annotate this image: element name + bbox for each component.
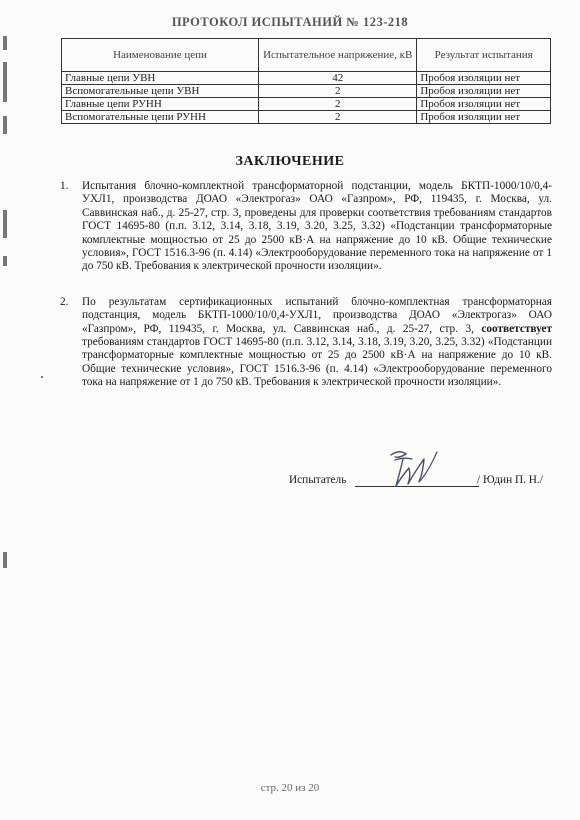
tester-label: Испытатель: [289, 474, 347, 486]
circuit-cell: Вспомогательные цепи УВН: [62, 85, 259, 98]
binding-mark: [3, 552, 7, 568]
signature-block: [289, 466, 559, 496]
circuit-cell: Главные цепи РУНН: [62, 98, 259, 111]
binding-mark: [3, 116, 7, 134]
table-row: [62, 111, 551, 124]
item-text-after: требованиям стандартов ГОСТ 14695-80 (п.п. 3.12, 3.14, 3.18, 3.19, 3.20, 3.25, 3.32) «Подстанции трансформаторные комплектные мощностью от 25 до 2500 кВ·А на напряжение до 10 кВ. Общие технические условия», ГОСТ 1516.3-96 (п. 4.14) «Электрооборудование переменного тока на напряжение от 1 до 750 кВ. Требования к электрической прочности изоляции».: [82, 336, 552, 389]
result-cell: Пробоя изоляции нет: [417, 111, 551, 124]
conclusion-title: ЗАКЛЮЧЕНИЕ: [235, 154, 345, 169]
test-results-table: [61, 38, 551, 124]
tester-name: / Юдин П. Н./: [477, 474, 543, 486]
item-number: 2.: [60, 295, 69, 308]
column-header: Наименование цепи: [62, 39, 259, 72]
table-row: [62, 98, 551, 111]
item-number: 1.: [60, 180, 69, 192]
result-cell: Пробоя изоляции нет: [417, 98, 551, 111]
result-cell: Пробоя изоляции нет: [417, 72, 551, 85]
binding-mark: [3, 210, 7, 238]
conclusion-list: [60, 180, 552, 390]
column-header: Результат испытания: [417, 39, 551, 72]
item-text-before: По результатам сертификационных испытаний блочно-комплектная трансформаторная подстанция, модель БКТП-1000/10/0,4-УХЛ1, производства ДОАО «Электрогаз» ОАО «Газпром», РФ, 119435, г. Москва, ул. Саввинская наб., д. 25-27, стр. 3,: [82, 295, 552, 335]
voltage-cell: 42: [259, 72, 417, 85]
circuit-cell: Главные цепи УВН: [62, 72, 259, 85]
result-cell: Пробоя изоляции нет: [417, 85, 551, 98]
handwritten-signature: [379, 446, 441, 492]
conclusion-item: [60, 296, 552, 390]
table-row: [62, 85, 551, 98]
document-title: ПРОТОКОЛ ИСПЫТАНИЙ № 123-218: [171, 15, 409, 29]
table-row: [62, 72, 551, 85]
voltage-cell: 2: [259, 85, 417, 98]
compliance-emphasis: соответствует: [481, 322, 552, 335]
voltage-cell: 2: [259, 111, 417, 124]
table-header-row: [62, 39, 551, 72]
scan-speck: [41, 376, 43, 378]
binding-mark: [3, 36, 7, 50]
page-number: стр. 20 из 20: [260, 782, 320, 794]
binding-mark: [3, 62, 7, 102]
circuit-cell: Вспомогательные цепи РУНН: [62, 111, 259, 124]
item-text: Испытания блочно-комплектной трансформаторной подстанции, модель БКТП-1000/10/0,4-УХЛ1, производства ДОАО «Электрогаз» ОАО «Газпром», РФ, 119435, г. Москва, ул. Саввинская наб., д. 25-27, стр. 3, проведены для проверки соответствия требованиям стандартов ГОСТ 14695-80 (п.п. 3.12, 3.14, 3.18, 3.19, 3.20, 3.25, 3.32) «Подстанции трансформаторные комплектные мощностью от 25 до 2500 кВ·А на напряжение до 10 кВ. Общие технические условия», ГОСТ 1516.3-96 (п. 4.14) «Электрооборудование переменного тока на напряжение от 1 до 750 кВ. Требования к электрической прочности изоляции».: [82, 180, 552, 273]
conclusion-item: [60, 180, 552, 274]
binding-mark: [3, 256, 7, 266]
voltage-cell: 2: [259, 98, 417, 111]
column-header: Испытательное напряжение, кВ: [259, 39, 417, 72]
